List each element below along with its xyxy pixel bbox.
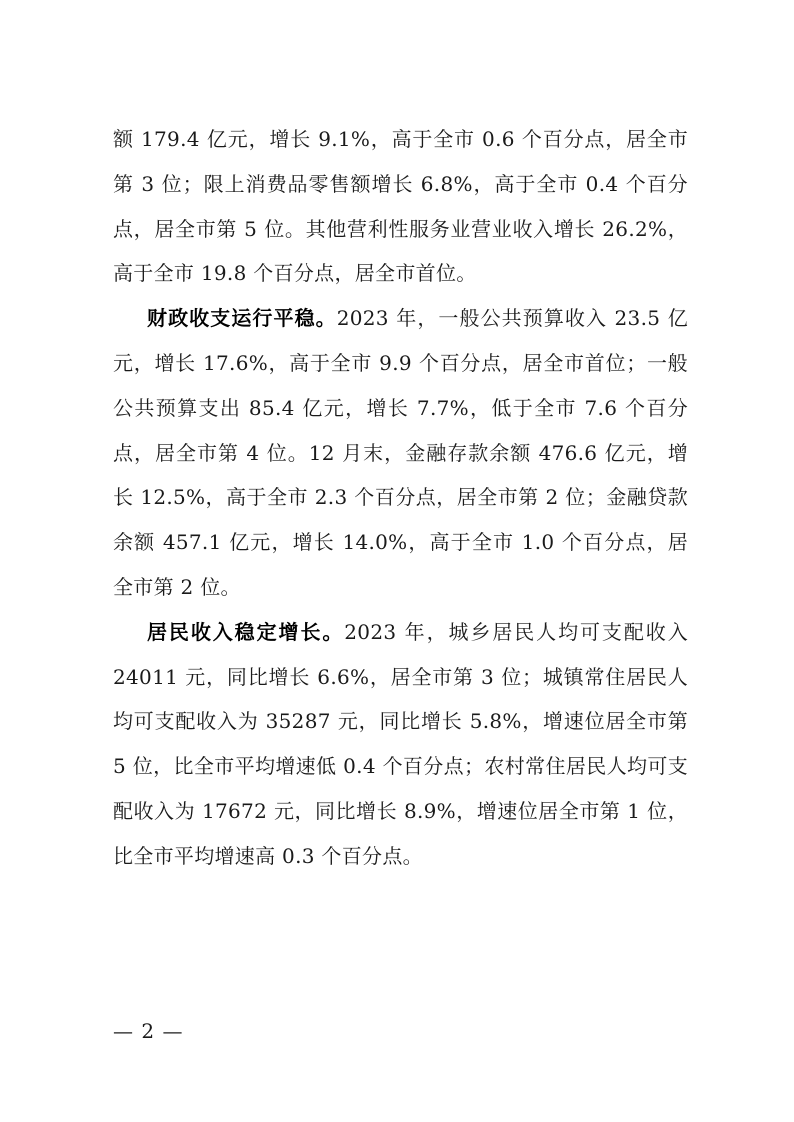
document-body (113, 117, 688, 879)
paragraph-text: 2023 年，城乡居民人均可支配收入 24011 元，同比增长 6.6%，居全市第 3 位；城镇常住居民人均可支配收入为 35287 元，同比增长 5.8%，增速位居全市第 5 位，比全市平均增速低 0.4 个百分点；农村常住居民人均可支配收入为 17672 元，同比增长 8.9%，增速位居全市第 1 位，比全市平均增速高 0.3 个百分点。 (113, 619, 688, 868)
paragraph-text: 额 179.4 亿元，增长 9.1%，高于全市 0.6 个百分点，居全市第 3 位；限上消费品零售额增长 6.8%，高于全市 0.4 个百分点，居全市第 5 位。其他营利性服务业营业收入增长 26.2%，高于全市 19.8 个百分点，居全市首位。 (113, 127, 688, 286)
paragraph-income (113, 610, 688, 879)
paragraph-lead-heading: 居民收入稳定增长。 (147, 619, 345, 644)
paragraph-text: 2023 年，一般公共预算收入 23.5 亿元，增长 17.6%，高于全市 9.9 个百分点，居全市首位；一般公共预算支出 85.4 亿元，增长 7.7%，低于全市 7.6 个百分点，居全市第 4 位。12 月末，金融存款余额 476.6 亿元，增长 12.5%，高于全市 2.3 个百分点，居全市第 2 位；金融贷款余额 457.1 亿元，增长 14.0%，高于全市 1.0 个百分点，居全市第 2 位。 (113, 306, 688, 599)
paragraph-consumption (113, 117, 688, 296)
paragraph-fiscal (113, 296, 688, 610)
paragraph-lead-heading: 财政收支运行平稳。 (147, 306, 337, 331)
page-number: — 2 — (113, 1019, 184, 1043)
